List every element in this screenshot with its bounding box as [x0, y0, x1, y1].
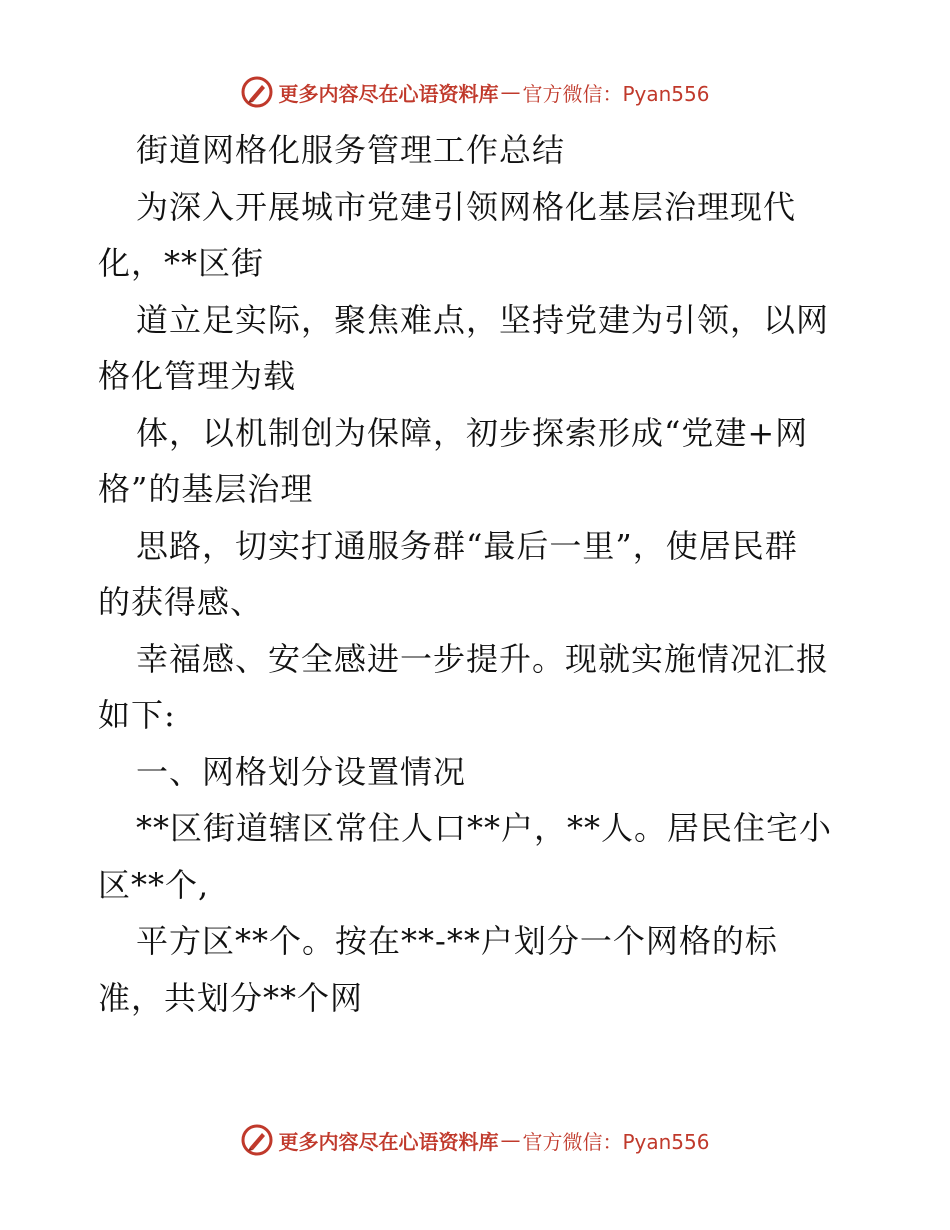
header-banner — [0, 72, 950, 112]
banner-wechat-id: 官方微信：Pyan556 — [522, 1129, 710, 1154]
paragraph-line: 平方区**个。按在**-**户划分一个网格的标 — [136, 922, 778, 960]
banner-title: 更多内容尽在心语资料库 — [278, 81, 499, 106]
paragraph-line: 体，以机制创为保障，初步探索形成“党建+网 — [136, 413, 809, 452]
paragraph-line: 化，**区街 — [98, 244, 265, 282]
banner-separator: — — [500, 80, 521, 104]
paragraph-line: **区街道辖区常住人口**户，**人。居民住宅小 — [136, 809, 833, 847]
paragraph-line: 道立足实际，聚焦难点，坚持党建为引领，以网 — [136, 300, 830, 339]
banner-title: 更多内容尽在心语资料库 — [278, 1129, 499, 1154]
document-body — [98, 122, 868, 1026]
paragraph-line: 思路，切实打通服务群“最后一里”，使居民群 — [136, 526, 798, 565]
banner-wechat-id: 官方微信：Pyan556 — [522, 81, 710, 106]
banner-separator: — — [500, 1128, 521, 1152]
document-title: 街道网格化服务管理工作总结 — [136, 131, 566, 169]
footer-banner — [0, 1120, 950, 1160]
pen-logo-icon — [240, 75, 274, 109]
paragraph-line: 准，共划分**个网 — [98, 978, 364, 1017]
paragraph-line: 如下: — [98, 696, 176, 734]
paragraph-line: 的获得感、 — [98, 583, 264, 621]
paragraph-line: 幸福感、安全感进一步提升。现就实施情况汇报 — [136, 639, 830, 678]
section-heading: 一、网格划分设置情况 — [136, 752, 467, 791]
pen-logo-icon — [240, 1123, 274, 1157]
paragraph-line: 区**个, — [98, 865, 210, 904]
paragraph-line: 为深入开展城市党建引领网格化基层治理现代 — [136, 187, 797, 226]
paragraph-line: 格化管理为载 — [98, 357, 297, 395]
paragraph-line: 格”的基层治理 — [98, 470, 314, 508]
